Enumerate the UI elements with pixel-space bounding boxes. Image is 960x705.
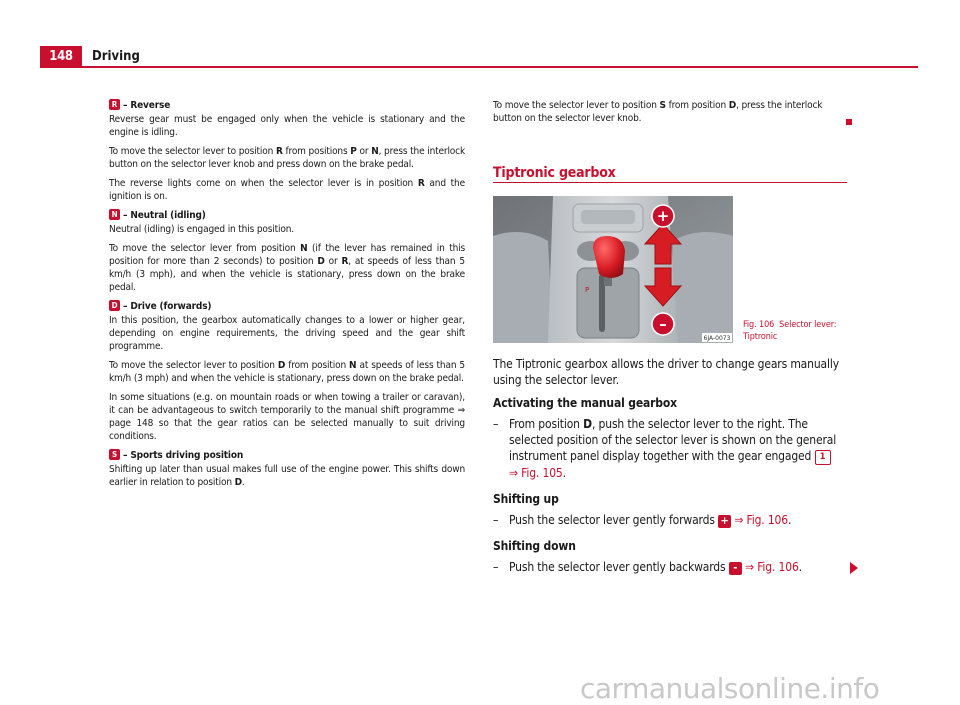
reverse-paragraph-3: The reverse lights come on when the selector lever is in position R and the ignition is on. [109,178,465,202]
position-s-badge: S [109,449,120,460]
reverse-paragraph-1: Reverse gear must be engaged only when the vehicle is stationary and the engine is idling. [109,114,465,138]
section-title: Tiptronic gearbox [493,165,616,181]
neutral-heading: N – Neutral (idling) [109,209,465,222]
watermark: carmanualsonline.info [580,672,880,705]
position-d-badge: D [109,300,120,311]
sport-paragraph-1: Shifting up later than usual makes full use of the engine power. This shifts down earlier in relation to position D. [109,464,465,488]
activate-step: – From position D, push the selector lever to the right. The selected position of the selector lever is shown on the general instrument panel display together with the gear engaged 1 ⇒ Fig. 105. [493,417,837,480]
gate-p-label: P [585,286,590,294]
fig-105-link[interactable]: ⇒ Fig. 105 [509,466,563,480]
tiptronic-body [493,356,853,585]
minus-label: – [659,315,667,333]
neutral-paragraph-1: Neutral (idling) is engaged in this position. [109,224,294,235]
plus-label: + [656,207,670,225]
section-rule [493,182,847,183]
shift-down-heading: Shifting down [493,539,576,553]
selector-lever-figure [493,196,733,343]
drive-paragraph-1: In this position, the gearbox automatically changes to a lower or higher gear, depending on engine requirements, the driving speed and the gear shift programme. [109,315,465,352]
bullet-dash: – [493,417,499,431]
tiptronic-intro: The Tiptronic gearbox allows the driver to change gears manually using the selector lever. [493,357,839,387]
page-title: Driving [92,49,140,64]
page-number: 148 [40,46,82,68]
right-top-paragraph: To move the selector lever to position S from position D, press the interlock button on the selector lever knob. [493,100,823,124]
bullet-dash: – [493,513,499,527]
sport-heading: S – Sports driving position [109,449,465,462]
drive-paragraph-2: To move the selector lever to position D from position N at speeds of less than 5 km/h (3 mph) and when the vehicle is stationary, press down on the brake pedal. [109,360,465,384]
reverse-paragraph-2: To move the selector lever to position R from positions P or N, press the interlock button on the selector lever knob and press down on the brake pedal. [109,146,466,170]
position-n-badge: N [109,209,120,220]
neutral-paragraph-2: To move the selector lever from position N (if the lever has remained in this position for more than 2 seconds) to position D or R, at speeds of less than 5 km/h (3 mph), and when the vehicle is stationary, press down on the brake pedal. [109,243,466,293]
plus-button-icon: + [718,515,731,528]
continue-arrow-icon [850,562,858,574]
drive-paragraph-3: In some situations (e.g. on mountain roads or when towing a trailer or caravan), it can be advantageous to switch temporarily to the manual shift programme ⇒ page 148 so that the gear ratios can be selected manually to suit driving conditions. [109,392,465,442]
position-r-badge: R [109,99,120,110]
figure-caption: Fig. 106 Selector lever: Tiptronic [743,320,837,342]
fig-106-link-up[interactable]: ⇒ Fig. 106 [734,513,788,527]
gear-display-ref: 1 [815,450,831,465]
shift-down-step: – Push the selector lever gently backwards - ⇒ Fig. 106. [493,560,802,574]
shift-up-heading: Shifting up [493,492,559,506]
fig-106-link-down[interactable]: ⇒ Fig. 106 [745,560,799,574]
end-of-section-marker [846,119,852,125]
minus-button-icon: - [729,562,742,575]
header-rule [82,66,918,68]
selector-lever-illustration [493,196,733,343]
bullet-dash: – [493,560,499,574]
left-column [109,99,465,495]
reverse-heading: R – Reverse [109,99,465,112]
drive-heading: D – Drive (forwards) [109,300,465,313]
shift-up-step: – Push the selector lever gently forwards + ⇒ Fig. 106. [493,513,792,527]
figure-code: 6JA-0073 [703,335,731,342]
activate-heading: Activating the manual gearbox [493,396,677,410]
